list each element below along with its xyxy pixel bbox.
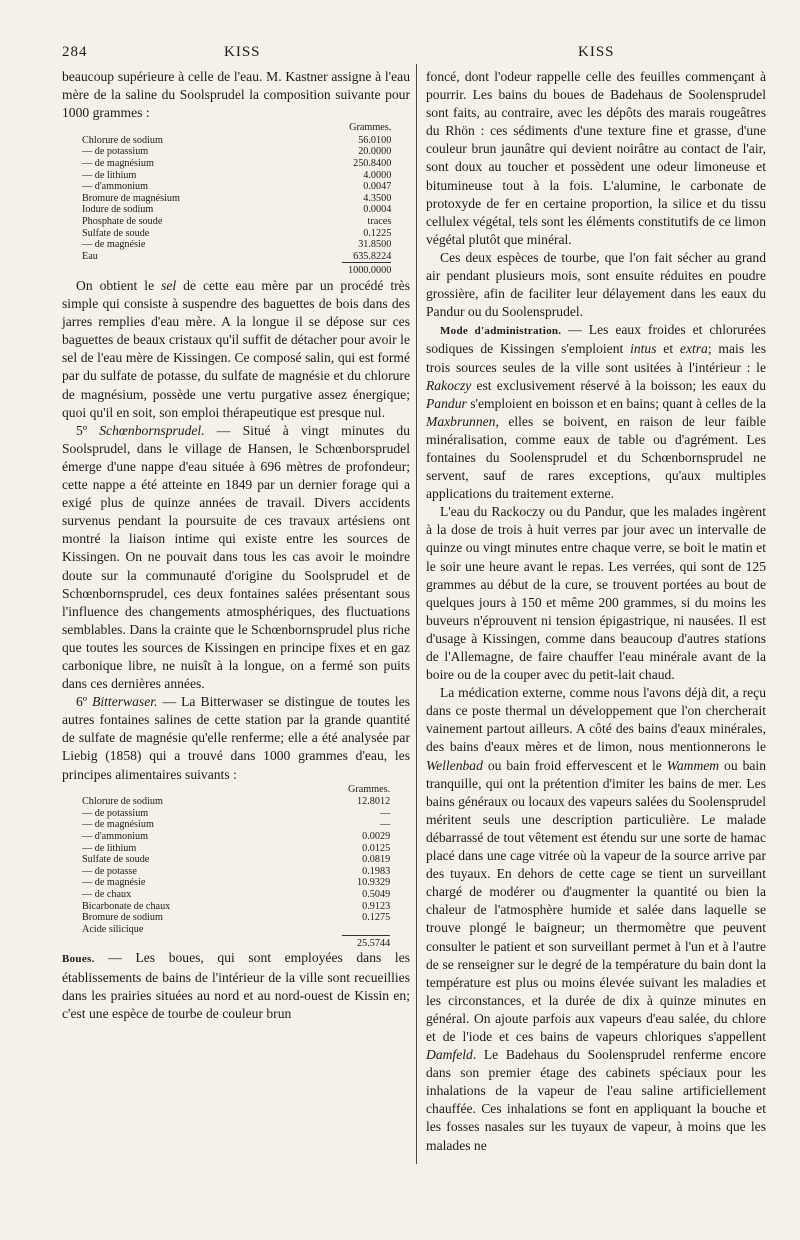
table-spacer-cell <box>82 935 342 949</box>
ingredient-value: 31.8500 <box>358 239 392 251</box>
table-spacer-cell <box>82 122 342 135</box>
ingredient-value: 0.1275 <box>362 912 391 924</box>
paragraph-mode-administration: Mode d'administration. — Les eaux froides et chlorurées sodiques de Kissingen s'emploient intus et extra; mais les trois sources seules de la ville sont usitées à l'intérieur : le Rakoczy est exclusivement réservé à la boisson; les eaux du Pandur s'emploient en boisson et en bains; quant à celles de la Maxbrunnen, elles se boivent, en raison de leur faible minéralisation, comme eaux de table ou d'agrément. Les fontaines du Soolensprudel et du Schœnbornsprudel ne servent, sauf de rares exceptions, qu'aux multiples applications du traitement externe. <box>426 322 767 502</box>
table-row <box>82 239 391 251</box>
paragraph-tourbe: Ces deux espèces de tourbe, que l'on fait sécher au grand air pendant plusieurs mois, sont ensuite réduites en poudre grossière, afin de faciliter leur délayement dans les eaux du Pandur ou du Soolensprudel. <box>426 249 766 320</box>
table-spacer-cell <box>82 263 342 277</box>
left-column <box>62 68 410 1023</box>
ingredient-value: 4.0000 <box>363 169 392 181</box>
paragraph-schoenbornsprudel: 5º Schœnbornsprudel. — Situé à vingt minutes du Soolsprudel, dans le village de Hansen, le Schœnborsprudel émerge d'une nappe d'eau située à 696 mètres de profondeur; cette nappe a été atteinte en 1849 par un dernier forage qui a exigé plus de quinze années de travail. Divers accidents survenus pendant la poursuite de ces travaux artésiens ont montré la liaison intime qui existe entre les sources de Kissingen. On ne pouvait dans tous les cas avoir le moindre doute sur la communauté d'origine du Soolsprudel et de Schœnbornsprudel, ces deux fontaines salées présentant sous l'influence des changements atmosphériques, des fluctuations semblables. Dans la crainte que le Schœnbornsprudel plus riche que toutes les sources de Kissingen en principe fixes et en gaz carbonique libre, ne nuisît à la longue, on a fermé son puits dans ces dernières années. <box>62 422 411 692</box>
composition-table-eau-mere <box>82 122 391 277</box>
running-title-left: KISS <box>224 44 261 60</box>
table-unit-label: Grammes. <box>349 122 392 134</box>
ingredient-name: — de magnésie <box>82 877 146 889</box>
table-row <box>82 808 390 820</box>
ingredient-name: Bicarbonate de chaux <box>82 900 171 912</box>
table-row <box>82 228 391 240</box>
table-row <box>82 889 390 901</box>
ingredient-value: 250.8400 <box>353 158 392 170</box>
ingredient-name: — de magnésium <box>82 819 154 831</box>
section-title-bitterwaser: Bitterwaser. <box>92 694 158 710</box>
ingredient-value: 635.8224 <box>353 250 392 262</box>
composition-table-bitterwaser <box>82 784 390 950</box>
table-row <box>82 251 391 263</box>
right-column <box>426 68 766 1155</box>
paragraph-medication-externe: La médication externe, comme nous l'avons déjà dit, a reçu dans ce poste thermal un développement que l'on chercherait vainement partout ailleurs. A côté des bains d'eaux minérales, des bains d'eaux mères et de limon, nous mentionnerons le Wellenbad ou bain froid effervescent et le Wammem ou bain tranquille, qui ont la prétention d'imiter les bains de mer. Les bains généraux ou locaux des vapeurs salées du Soolensprudel méritent seuls une description particulière. Le malade débarrassé de tout vêtement est étendu sur une sorte de hamac placé dans une cage vitrée où la vapeur de la source arrive par des tuyaux. En dehors de cette cage se tient un surveillant chargé de modérer ou d'augmenter la quantité ou bien la chaleur de l'atmosphère humide et salée dans laquelle se trouve plongé le baigneur; un thermomètre que peuvent consulter le patient et son surveillant permet à l'un et à l'autre de se renseigner sur le degré de la température du bain dont la température est plus ou moins élevée suivant les maladies et les circonstances, et la durée de dix à quinze minutes en général. On ajoute parfois aux vapeurs d'eau salée, du chlore et de l'iode et ces bains de vapeurs chloriques s'appellent Damfeld. Le Badehaus du Soolensprudel renferme encore dans son premier étage des cabinets spéciaux pour les inhalations de la vapeur de l'eau saline artificiellement chauffée. Ces inhalations se font en appliquant la bouche et les fosses nasales sur les tuyaux de vapeur, à moins que les malades ne <box>426 685 767 1153</box>
table-row <box>82 877 390 889</box>
ingredient-name: Acide silicique <box>82 923 144 935</box>
table-row <box>82 135 391 147</box>
table-spacer-cell <box>82 784 342 797</box>
ingredient-value: 0.0004 <box>363 204 392 216</box>
table-total-row <box>82 935 390 949</box>
ingredient-name: — de magnésie <box>82 239 146 251</box>
page-number: 284 <box>62 44 88 60</box>
ingredient-name: Sulfate de soude <box>82 854 150 866</box>
ingredient-value: 10.9329 <box>357 877 391 889</box>
table-row <box>82 843 390 855</box>
ingredient-name: Phosphate de soude <box>82 216 163 228</box>
section-title-schoenbornsprudel: Schœnbornsprudel. <box>99 422 205 438</box>
table-row <box>82 924 390 936</box>
ingredient-name: — de magnésium <box>82 158 154 170</box>
ingredient-name: — de potasse <box>82 865 137 877</box>
paragraph-boues: Boues. — Les boues, qui sont employées dans les établissements de bains de l'intérieur de la ville sont recueillies dans les prairies situées au nord et au nord-ouest de Kissin en; c'est une espèce de tourbe de couleur brun <box>62 950 410 1021</box>
ingredient-value: 4.3500 <box>363 192 392 204</box>
ingredient-value: 20.0000 <box>358 146 392 158</box>
section-title-mode-administration: Mode d'administration. <box>440 325 562 338</box>
ingredient-value: 0.0047 <box>363 181 392 193</box>
ingredient-name: Bromure de magnésium <box>82 192 180 204</box>
table-row <box>82 819 390 831</box>
table-row <box>82 193 391 205</box>
table-row <box>82 146 391 158</box>
table-unit-label: Grammes. <box>348 783 391 795</box>
ingredient-value: 0.0819 <box>362 854 391 866</box>
table-total-row <box>82 263 391 277</box>
ingredient-value: 12.8012 <box>357 796 391 808</box>
ingredient-name: — de potassium <box>82 146 149 158</box>
ingredient-value: — <box>379 807 391 819</box>
table-total-value: 1000.0000 <box>342 263 391 277</box>
paragraph-boisson: L'eau du Rackoczy ou du Pandur, que les malades ingèrent à la dose de trois à huit verres par jour avec un intervalle de quinze ou vingt minutes entre chaque verre, se boit le matin et le soir une heure avant le repas. Les verrées, qui sont de 125 grammes au début de la cure, se trouvent portées au bout de quelques jours à 150 et même 200 grammes, si du moins les buveurs n'éprouvent ni tension épigastrique, ni nausées. Il est d'usage à Kissingen, comme dans beaucoup d'autres stations de l'Allemagne, de faire chauffer l'eau minérale avant de la boire ou de la couper avec du petit-lait chaud. <box>426 504 766 683</box>
ingredient-name: Bromure de sodium <box>82 912 163 924</box>
running-title-right: KISS <box>578 44 615 60</box>
table-row <box>82 204 391 216</box>
ingredient-name: — d'ammonium <box>82 831 149 842</box>
ingredient-value: 0.0029 <box>362 831 391 842</box>
column-divider <box>416 64 417 1164</box>
table-row <box>82 912 390 924</box>
ingredient-value: 0.1983 <box>362 865 391 877</box>
ingredient-name: — de potassium <box>82 807 149 819</box>
table-row <box>82 216 391 228</box>
ingredient-name: — d'ammonium <box>82 181 149 193</box>
ingredient-value: — <box>379 819 391 831</box>
paragraph-intro: beaucoup supérieure à celle de l'eau. M. Kastner assigne à l'eau mère de la saline du Soolsprudel la composition suivante pour 1000 grammes : <box>62 69 410 121</box>
paragraph-boues-cont: foncé, dont l'odeur rappelle celle des feuilles commençant à pourrir. Les bains du boues de Badehaus de Soolensprudel sont faits, au contraire, avec les dépôts des marais rougeâtres du Rhön : ces sédiments d'une texture fine et grasse, d'une couleur brun jaunâtre qui devient noirâtre au contact de l'air, sont doux au toucher et possèdent une odeur limoneuse et bitumineuse tout à la fois. L'alumine, le carbonate de protoxyde de fer en certaine proportion, la silice et du tissu cellulex végétal, tels sont les éléments constitutifs de ce limon végétal plutôt que minéral. <box>426 69 766 247</box>
ingredient-value <box>342 924 390 936</box>
ingredient-name: — de chaux <box>82 888 132 900</box>
table-row <box>82 831 390 843</box>
ingredient-value: 0.9123 <box>362 900 391 912</box>
table-unit-row <box>82 122 391 135</box>
table-row <box>82 158 391 170</box>
ingredient-value: 0.5049 <box>362 888 391 900</box>
ingredient-name: Eau <box>82 251 98 263</box>
table-row <box>82 866 390 878</box>
table-total-value: 25.5744 <box>342 935 390 949</box>
table-row <box>82 901 390 913</box>
ingredient-name: — de lithium <box>82 169 137 181</box>
table-row <box>82 181 391 193</box>
ingredient-value: 56.0100 <box>358 134 392 146</box>
table-row <box>82 796 390 808</box>
paragraph-sel: On obtient le sel de cette eau mère par un procédé très simple qui consiste à suspendre des baguettes de bois dans des jarres remplies d'eau mère. A la longue il se dépose sur ces baguettes de beaux cristaux qu'il suffit de détacher pour avoir le sel de l'eau mère de Kissingen. Ce composé salin, qui est formé par du sulfate de potasse, du sulfate de magnésie et du chlorure de magnésium, possède une vertu purgative assez énergique; quoi qu'il en soit, son emploi thérapeutique est presque nul. <box>62 278 410 420</box>
ingredient-name: Chlorure de sodium <box>82 796 163 808</box>
ingredient-value: 0.1225 <box>363 227 392 239</box>
ingredient-name: Sulfate de soude <box>82 227 150 239</box>
ingredient-name: Chlorure de sodium <box>82 134 163 146</box>
ingredient-name: Iodure de sodium <box>82 204 154 216</box>
table-unit-row <box>82 784 390 797</box>
section-title-boues: Boues. <box>62 953 95 966</box>
ingredient-name: — de lithium <box>82 842 137 854</box>
table-row <box>82 170 391 182</box>
ingredient-value: 0.0125 <box>362 842 391 854</box>
ingredient-value: traces <box>367 216 392 228</box>
table-row <box>82 854 390 866</box>
paragraph-bitterwaser: 6º Bitterwaser. — La Bitterwaser se distingue de toutes les autres fontaines salines de cette station par la grande quantité de sulfate de magnésie qu'elle renferme; elle a été analysée par Liebig (1858) qui a trouvé dans 1000 grammes d'eau, les principes alimentaires suivants : <box>62 694 410 782</box>
